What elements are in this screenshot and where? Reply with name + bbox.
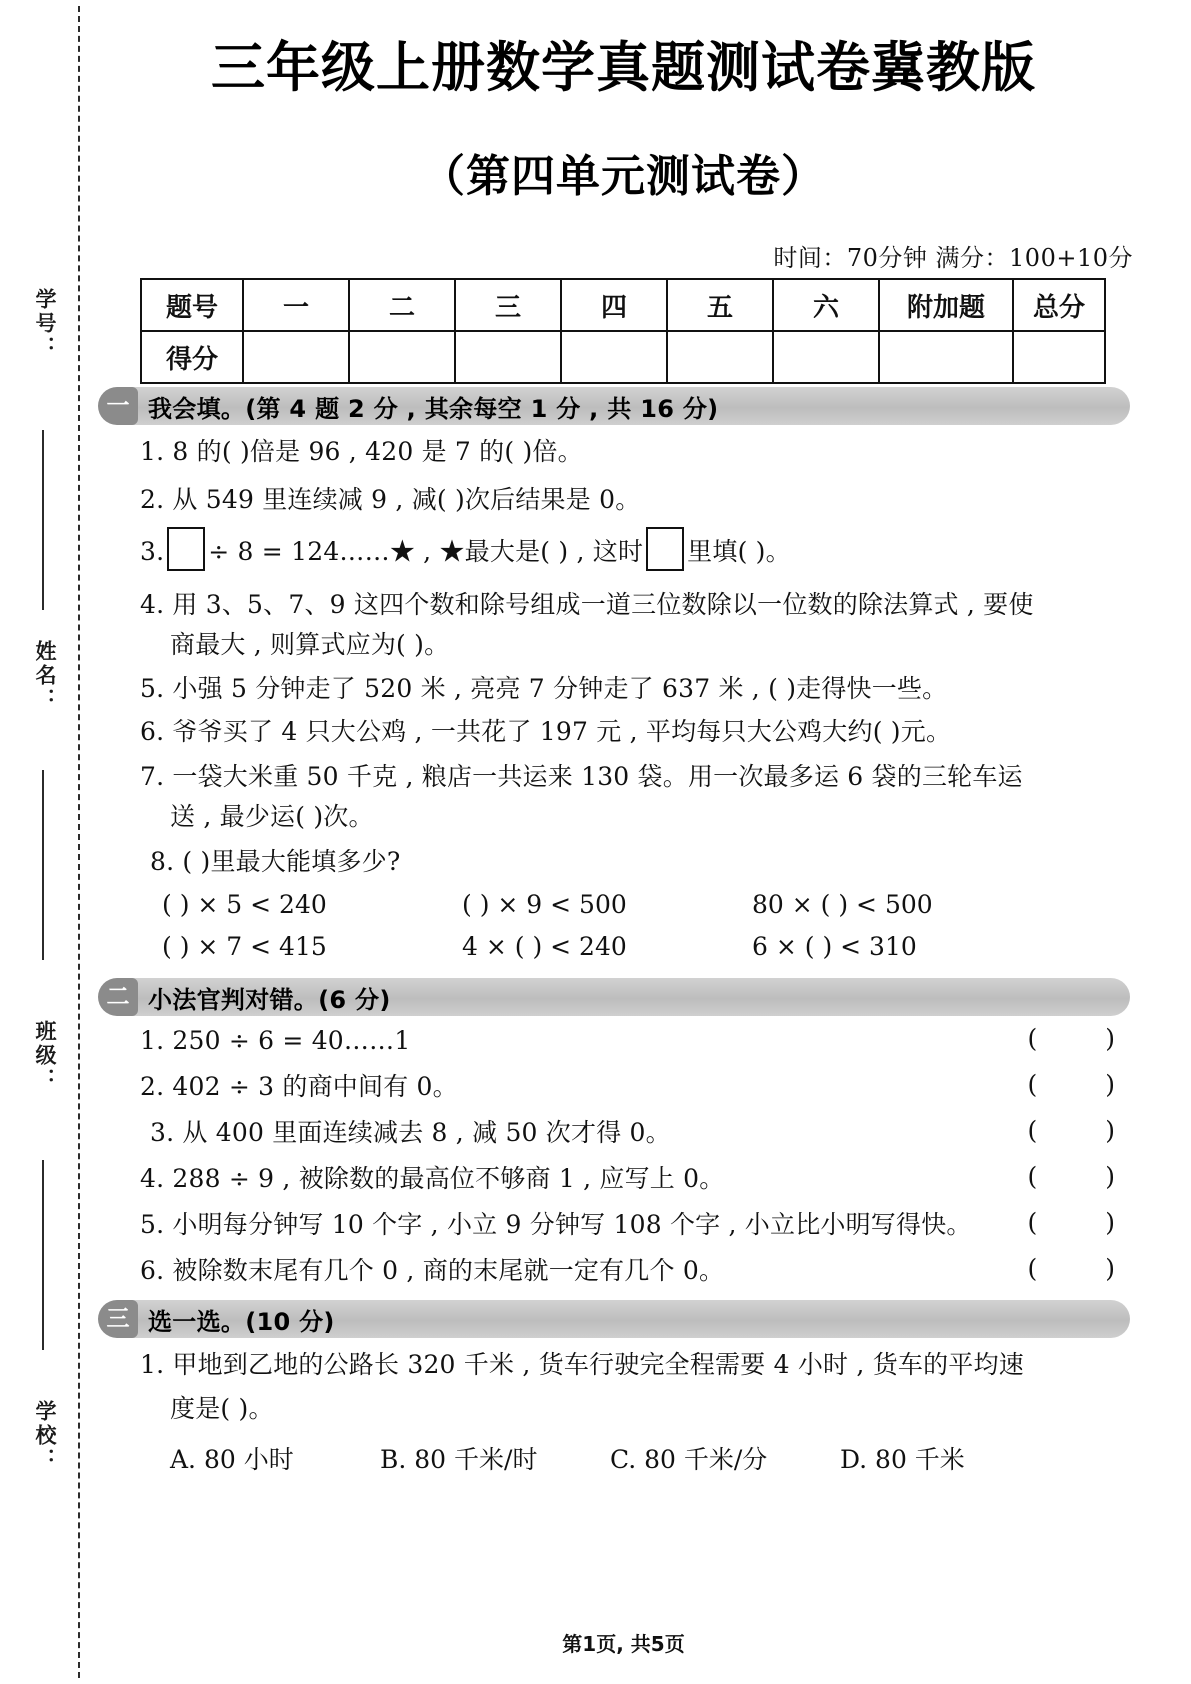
fill-q1: 1. 8 的( )倍是 96 , 420 是 7 的( )倍。 [140, 437, 583, 466]
tf-item-2: 2. 402 ÷ 3 的商中间有 0。 [140, 1072, 458, 1101]
choice-option-d[interactable]: D. 80 千米 [840, 1445, 965, 1474]
section-header-2 [100, 978, 1130, 1016]
fill-q7-line2: 送 , 最少运( )次。 [170, 802, 374, 831]
fill-q8-item-2: ( ) × 9 < 500 [462, 890, 627, 919]
exam-info: 时间：70分钟 满分：100+10分 [773, 244, 1133, 272]
tf-item-4: 4. 288 ÷ 9 , 被除数的最高位不够商 1 , 应写上 0。 [140, 1164, 725, 1193]
answer-box-icon[interactable] [646, 527, 684, 571]
left-margin-strip [0, 0, 96, 1684]
margin-rule-3 [42, 1160, 44, 1350]
fill-q3-middle: ÷ 8 = 124……★ , ★最大是( ) , 这时 [208, 537, 644, 566]
fill-q4-line2: 商最大 , 则算式应为( )。 [170, 630, 450, 659]
fill-q8-row1 [162, 888, 933, 922]
choice-q1-options [170, 1440, 965, 1476]
fill-q8-row2 [162, 930, 917, 964]
margin-rule-1 [42, 430, 44, 610]
score-cell-4[interactable] [561, 331, 667, 383]
tf-item-3: 3. 从 400 里面连续减去 8 , 减 50 次才得 0。 [150, 1118, 671, 1147]
choice-option-c[interactable]: C. 80 千米/分 [610, 1445, 768, 1474]
score-table-row-label-score: 得分 [141, 331, 243, 383]
section-number-3: 三 [98, 1300, 138, 1338]
score-table-col-4: 四 [561, 279, 667, 331]
score-cell-1[interactable] [243, 331, 349, 383]
fill-q4-line1: 4. 用 3、5、7、9 这四个数和除号组成一道三位数除以一位数的除法算式 , 要使 [140, 590, 1034, 619]
margin-label-school: 学校： [33, 1400, 57, 1472]
score-table-col-2: 二 [349, 279, 455, 331]
tf-answer-4[interactable]: ( ) [1027, 1162, 1145, 1191]
section-header-1 [100, 387, 1130, 425]
fill-q8-item-3: 80 × ( ) < 500 [752, 890, 933, 919]
score-cell-2[interactable] [349, 331, 455, 383]
score-table-col-1: 一 [243, 279, 349, 331]
tf-item-6: 6. 被除数末尾有几个 0 , 商的末尾就一定有几个 0。 [140, 1256, 725, 1285]
score-table-col-6: 六 [773, 279, 879, 331]
fill-q8-item-6: 6 × ( ) < 310 [752, 932, 917, 961]
score-cell-extra[interactable] [879, 331, 1013, 383]
answer-box-icon[interactable] [167, 527, 205, 571]
table-row [141, 279, 1105, 331]
score-cell-6[interactable] [773, 331, 879, 383]
tf-answer-3[interactable]: ( ) [1027, 1116, 1145, 1145]
tf-answer-1[interactable]: ( ) [1027, 1024, 1145, 1053]
score-table-col-3: 三 [455, 279, 561, 331]
section-title-1: 我会填。(第 4 题 2 分 , 其余每空 1 分 , 共 16 分) [148, 394, 719, 423]
fill-q8-item-4: ( ) × 7 < 415 [162, 932, 327, 961]
page-footer: 第1页, 共5页 [562, 1632, 685, 1656]
fill-q3-prefix: 3. [140, 537, 165, 566]
score-table-col-total: 总分 [1013, 279, 1105, 331]
section-number-1: 一 [98, 387, 138, 425]
fill-q5: 5. 小强 5 分钟走了 520 米 , 亮亮 7 分钟走了 637 米 , ( )走得快一些。 [140, 674, 948, 703]
tf-item-5: 5. 小明每分钟写 10 个字 , 小立 9 分钟写 108 个字 , 小立比小明写得快。 [140, 1210, 972, 1239]
section-title-3: 选一选。(10 分) [148, 1307, 335, 1336]
score-table-col-5: 五 [667, 279, 773, 331]
fill-q8-item-1: ( ) × 5 < 240 [162, 890, 327, 919]
fill-q8-item-5: 4 × ( ) < 240 [462, 932, 627, 961]
fill-q8-prompt: 8. ( )里最大能填多少? [150, 847, 401, 876]
section-number-2: 二 [98, 978, 138, 1016]
page-title: 三年级上册数学真题测试卷冀教版 [211, 36, 1036, 99]
dashed-cut-line [78, 6, 80, 1678]
choice-option-b[interactable]: B. 80 千米/时 [380, 1445, 538, 1474]
fill-q2: 2. 从 549 里连续减 9 , 减( )次后结果是 0。 [140, 485, 641, 514]
score-table [140, 278, 1106, 384]
exam-sheet [96, 0, 1191, 1684]
score-table-col-extra: 附加题 [879, 279, 1013, 331]
tf-answer-2[interactable]: ( ) [1027, 1070, 1145, 1099]
choice-q1-line1: 1. 甲地到乙地的公路长 320 千米 , 货车行驶完全程需要 4 小时 , 货车的平均速 [140, 1350, 1024, 1379]
choice-q1-line2: 度是( )。 [170, 1394, 274, 1423]
section-header-3 [100, 1300, 1130, 1338]
score-cell-5[interactable] [667, 331, 773, 383]
score-table-row-label: 题号 [141, 279, 243, 331]
score-cell-3[interactable] [455, 331, 561, 383]
fill-q6: 6. 爷爷买了 4 只大公鸡 , 一共花了 197 元 , 平均每只大公鸡大约( )元。 [140, 717, 952, 746]
margin-rule-2 [42, 770, 44, 960]
margin-label-student-number: 学号： [33, 288, 57, 360]
page-subtitle: （第四单元测试卷） [421, 151, 826, 202]
tf-answer-5[interactable]: ( ) [1027, 1208, 1145, 1237]
fill-q7-line1: 7. 一袋大米重 50 千克 , 粮店一共运来 130 袋。用一次最多运 6 袋的三轮车运 [140, 762, 1023, 791]
tf-item-1: 1. 250 ÷ 6 = 40……1 [140, 1026, 411, 1055]
margin-label-class: 班级： [33, 1020, 57, 1092]
section-title-2: 小法官判对错。(6 分) [148, 985, 391, 1014]
fill-q3-suffix: 里填( )。 [687, 537, 791, 566]
tf-answer-6[interactable]: ( ) [1027, 1254, 1145, 1283]
fill-q3 [140, 527, 791, 571]
table-row [141, 331, 1105, 383]
score-cell-total[interactable] [1013, 331, 1105, 383]
margin-label-name: 姓名： [33, 640, 57, 712]
choice-option-a[interactable]: A. 80 小时 [170, 1445, 294, 1474]
